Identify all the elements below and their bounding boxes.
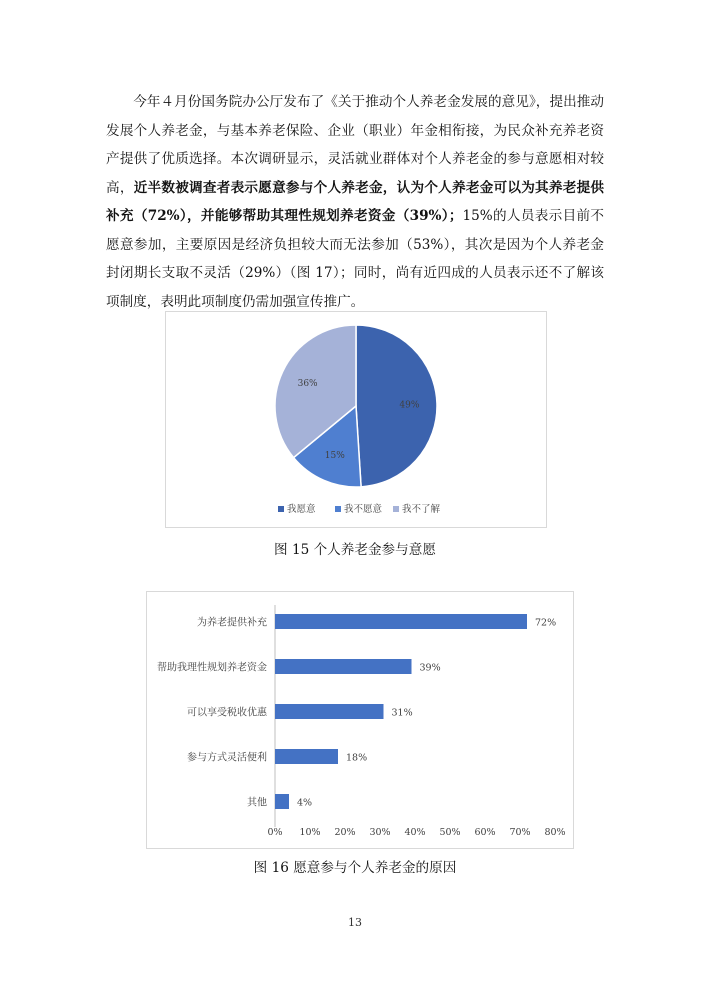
legend-swatch <box>393 506 399 512</box>
x-tick-label: 50% <box>439 827 461 838</box>
bar <box>275 614 527 629</box>
bar-data-label: 31% <box>391 707 413 719</box>
bar <box>275 704 384 719</box>
bar-chart <box>147 592 573 848</box>
body-paragraph <box>106 88 604 316</box>
legend-label: 我不了解 <box>402 504 441 515</box>
pie-legend <box>278 503 441 515</box>
x-tick-label: 80% <box>544 827 566 838</box>
paragraph-bold-text: 近半数被调查者表示愿意参与个人养老金，认为个人养老金可以为其养老提供补充（72%），并能够帮助其理性规划养老资金（39%）； <box>106 179 605 224</box>
legend-label: 我不愿意 <box>344 504 383 515</box>
page-number: 13 <box>348 916 362 929</box>
bar-chart-frame <box>146 591 574 849</box>
pie-data-label: 49% <box>399 400 420 411</box>
pie-chart-frame <box>165 311 547 528</box>
bar-data-label: 72% <box>535 617 557 629</box>
x-tick-label: 40% <box>404 827 426 838</box>
x-tick-label: 70% <box>509 827 531 838</box>
bar-data-label: 18% <box>346 752 368 764</box>
category-label: 可以享受税收优惠 <box>187 707 267 719</box>
pie-slice <box>356 325 437 487</box>
bar <box>275 749 338 764</box>
category-label: 帮助我理性规划养老资金 <box>157 662 267 674</box>
category-label: 其他 <box>247 797 267 809</box>
x-tick-label: 20% <box>334 827 356 838</box>
category-label: 参与方式灵活便利 <box>187 752 267 764</box>
paragraph-text-1: 今年４月份国务院办公厅发布了《关于推动个人养老金发展的意见》，提出推动发展个人养老金，与基本养老保险、企业（职业）年金相衔接，为民众补充养老资产提供了优质选择。本次调研显示，灵活就业群体对个人养老金的参与意愿相对较高， <box>106 94 604 196</box>
figure-15-caption: 图 15 个人养老金参与意愿 <box>274 542 436 558</box>
category-label: 为养老提供补充 <box>197 617 267 629</box>
figure-16-caption: 图 16 愿意参与个人养老金的原因 <box>253 860 457 876</box>
bar-data-label: 4% <box>297 797 313 809</box>
x-tick-label: 10% <box>299 827 321 838</box>
legend-swatch <box>278 506 284 512</box>
x-tick-label: 0% <box>267 827 283 838</box>
bar-data-label: 39% <box>419 662 441 674</box>
legend-label: 我愿意 <box>287 504 316 515</box>
pie-data-label: 15% <box>324 451 345 462</box>
bar <box>275 794 289 809</box>
x-tick-label: 30% <box>369 827 391 838</box>
pie-data-label: 36% <box>297 379 318 390</box>
x-tick-label: 60% <box>474 827 496 838</box>
pie-chart <box>166 312 546 527</box>
bar <box>275 659 412 674</box>
legend-swatch <box>335 506 341 512</box>
paragraph-text-2: 15%的人员表示目前不愿意参加，主要原因是经济负担较大而无法参加（53%），其次是因为个人养老金封闭期长支取不灵活（29%）（图 17）；同时，尚有近四成的人员表示还不了解该项制度，表明此项制度仍需加强宣传推广。 <box>106 208 604 310</box>
